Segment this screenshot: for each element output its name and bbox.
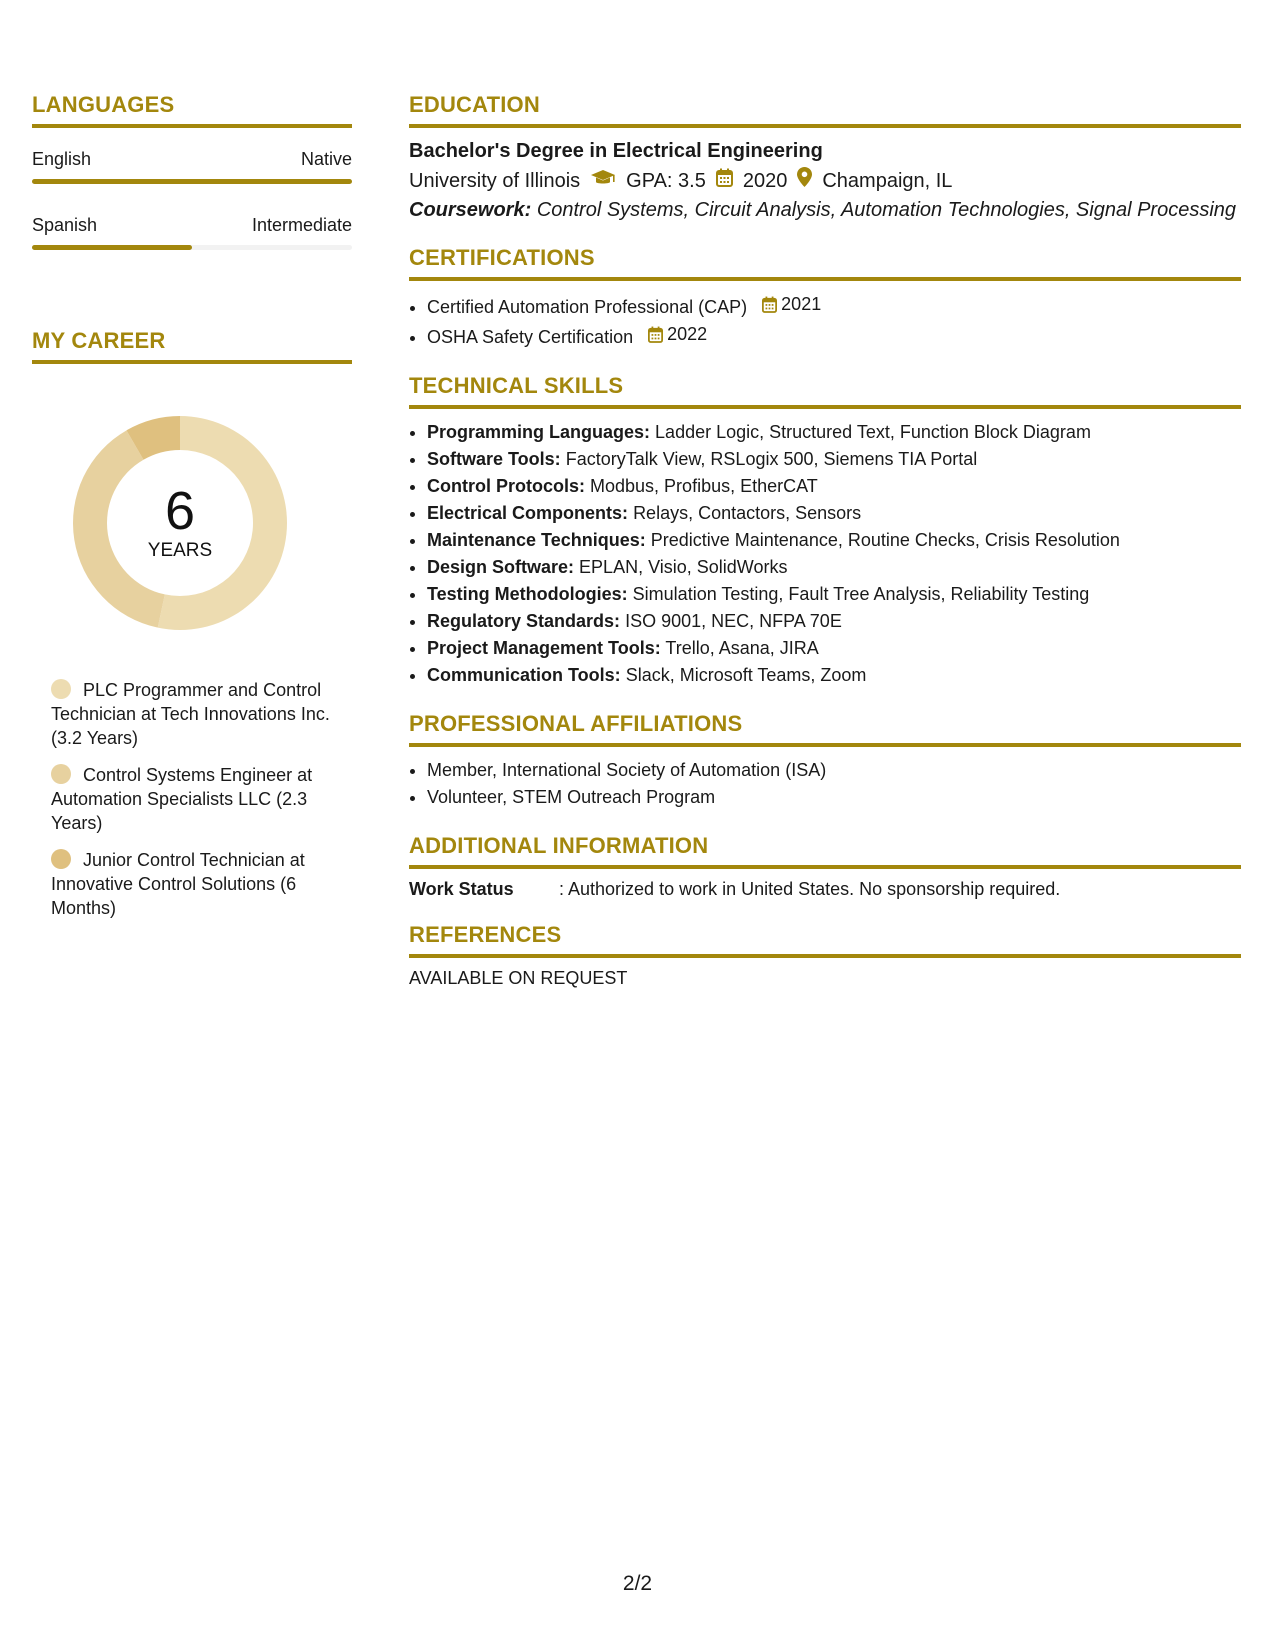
certification-name: OSHA Safety Certification	[427, 327, 634, 347]
calendar-icon	[716, 167, 733, 195]
affiliations-section	[409, 711, 1241, 811]
list-item	[427, 527, 1241, 554]
education-meta	[409, 167, 1241, 195]
skill-label: Maintenance Techniques:	[427, 530, 646, 550]
work-status-row	[409, 879, 1241, 900]
list-item	[427, 446, 1241, 473]
list-item	[427, 581, 1241, 608]
certifications-heading: CERTIFICATIONS	[409, 245, 1241, 281]
skill-label: Programming Languages:	[427, 422, 651, 442]
skills-section	[409, 373, 1241, 689]
coursework-label: Coursework:	[409, 199, 532, 221]
list-item	[427, 500, 1241, 527]
donut-center-label	[65, 482, 295, 562]
affiliations-list	[409, 757, 1241, 811]
skill-label: Testing Methodologies:	[427, 584, 628, 604]
legend-dot-icon	[51, 849, 71, 869]
work-status-label: Work Status	[409, 879, 514, 899]
legend-label: Junior Control Technician at Innovative Control Solutions (6 Months)	[51, 850, 305, 918]
certification-year: 2022	[667, 324, 708, 344]
list-item	[427, 291, 1241, 321]
skill-value: ISO 9001, NEC, NFPA 70E	[625, 611, 842, 631]
skill-label: Software Tools:	[427, 449, 561, 469]
calendar-icon	[762, 296, 777, 313]
language-bar	[32, 179, 352, 184]
list-item	[427, 662, 1241, 689]
skills-list	[409, 419, 1241, 689]
calendar-icon	[648, 326, 663, 343]
certification-year: 2021	[781, 294, 822, 314]
page-number: 2/2	[622, 1572, 653, 1595]
degree-title: Bachelor's Degree in Electrical Engineering	[409, 140, 823, 162]
list-item	[427, 635, 1241, 662]
language-item	[32, 148, 352, 184]
total-years-value: 6	[164, 481, 196, 541]
languages-heading: LANGUAGES	[32, 92, 352, 128]
skill-value: Slack, Microsoft Teams, Zoom	[625, 665, 867, 685]
references-section	[409, 922, 1241, 989]
certifications-list	[409, 291, 1241, 351]
right-column	[409, 92, 1241, 1011]
skill-value: FactoryTalk View, RSLogix 500, Siemens TIA Portal	[565, 449, 978, 469]
skill-label: Regulatory Standards:	[427, 611, 621, 631]
list-item	[427, 419, 1241, 446]
references-heading: REFERENCES	[409, 922, 1241, 958]
skill-value: Trello, Asana, JIRA	[665, 638, 819, 658]
legend-item	[51, 848, 341, 920]
language-name: English	[32, 149, 92, 169]
skill-value: Simulation Testing, Fault Tree Analysis, Reliability Testing	[632, 584, 1090, 604]
legend-label: Control Systems Engineer at Automation Specialists LLC (2.3 Years)	[51, 765, 313, 833]
list-item: • Volunteer, STEM Outreach Program	[427, 784, 1241, 811]
career-section	[32, 328, 352, 920]
legend-item	[51, 678, 341, 750]
education-heading: EDUCATION	[409, 92, 1241, 128]
education-section	[409, 92, 1241, 223]
school-name: University of Illinois	[409, 170, 581, 192]
skill-label: Control Protocols:	[427, 476, 585, 496]
total-years-unit: YEARS	[147, 540, 213, 561]
language-item	[32, 214, 352, 250]
graduation-year: 2020	[742, 170, 788, 192]
legend-label: PLC Programmer and Control Technician at Tech Innovations Inc. (3.2 Years)	[51, 680, 330, 748]
map-pin-icon	[797, 167, 812, 195]
list-item	[427, 608, 1241, 635]
graduation-cap-icon	[590, 167, 616, 195]
certification-name: Certified Automation Professional (CAP)	[427, 297, 748, 317]
language-level: Native	[300, 149, 352, 169]
language-level: Intermediate	[251, 215, 352, 235]
career-donut-chart	[65, 408, 295, 638]
language-bar	[32, 245, 352, 250]
language-name: Spanish	[32, 215, 98, 235]
skills-heading: TECHNICAL SKILLS	[409, 373, 1241, 409]
legend-dot-icon	[51, 764, 71, 784]
additional-info-section	[409, 833, 1241, 900]
list-item	[427, 321, 1241, 351]
skill-value: Ladder Logic, Structured Text, Function Block Diagram	[655, 422, 1091, 442]
affiliations-heading: PROFESSIONAL AFFILIATIONS	[409, 711, 1241, 747]
skill-label: Electrical Components:	[427, 503, 629, 523]
career-legend	[51, 678, 341, 920]
certifications-section	[409, 245, 1241, 351]
career-heading: MY CAREER	[32, 328, 352, 364]
work-status-value: : Authorized to work in United States. No sponsorship required.	[559, 879, 1061, 899]
language-bar-fill	[32, 179, 352, 184]
skill-value: EPLAN, Visio, SolidWorks	[579, 557, 788, 577]
skill-label: Design Software:	[427, 557, 575, 577]
coursework-list: Control Systems, Circuit Analysis, Automation Technologies, Signal Processing	[536, 199, 1237, 221]
list-item	[427, 554, 1241, 581]
legend-dot-icon	[51, 679, 71, 699]
skill-value: Modbus, Profibus, EtherCAT	[590, 476, 818, 496]
list-item: • Member, International Society of Automation (ISA)	[427, 757, 1241, 784]
left-column	[32, 92, 352, 933]
gpa-value: GPA: 3.5	[626, 170, 706, 192]
school-location: Champaign, IL	[822, 170, 953, 192]
skill-label: Communication Tools:	[427, 665, 621, 685]
list-item	[427, 473, 1241, 500]
skill-label: Project Management Tools:	[427, 638, 661, 658]
additional-info-heading: ADDITIONAL INFORMATION	[409, 833, 1241, 869]
language-bar-fill	[32, 245, 192, 250]
coursework	[409, 198, 1241, 223]
skill-value: Predictive Maintenance, Routine Checks, Crisis Resolution	[650, 530, 1120, 550]
legend-item	[51, 763, 341, 835]
skill-value: Relays, Contactors, Sensors	[633, 503, 862, 523]
references-text: AVAILABLE ON REQUEST	[409, 968, 628, 988]
